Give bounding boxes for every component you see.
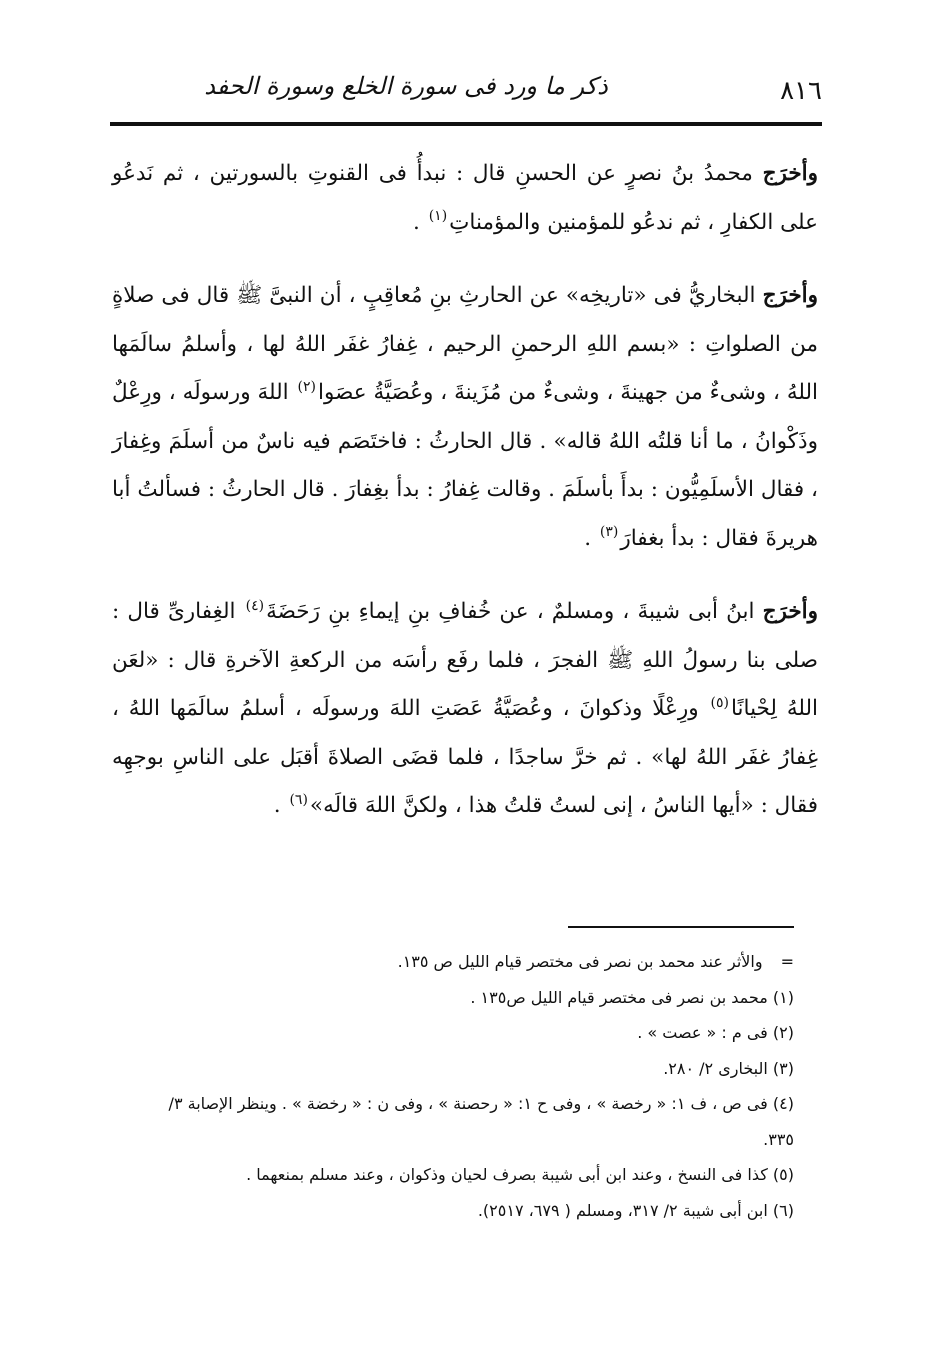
paragraph-text: الغِفارىِّ قال : صلى بنا رسولُ اللهِ ﷺ الفجرَ ، فلما رفَع رأسَه من الركعةِ الآخرةِ قال : «لعَن اللهُ لِحْيانًا [112, 599, 818, 721]
paragraph-text: ورِعْلًا وذكوانَ ، وعُصَيَّةُ عَصَتِ اللهَ ورسولَه ، أسلمُ سالَمَها اللهُ ، غِفارُ غفَر اللهُ لها» . ثم خرَّ ساجدًا ، فلما قضَى الصلاةَ أقبَل على الناسِ بوجهِه فقال : «أيها الناسُ ، إنى لستُ قلتُ هذا ، ولكنَّ اللهَ قالَه» [112, 696, 818, 818]
paragraph-lead: وأخرَج [762, 283, 818, 308]
footnote-rule [568, 926, 794, 928]
running-head: ذكر ما ورد فى سورة الخلع وسورة الحفد [204, 72, 608, 100]
footnote-2: (٢) فى م : « عصت » . [637, 1023, 794, 1042]
paragraph-lead: وأخرَج [762, 599, 819, 624]
continuation-mark: = [780, 952, 794, 971]
footnote-ref: (٣) [599, 524, 619, 541]
header-rule [110, 122, 822, 126]
main-text [112, 150, 818, 856]
paragraph-text: ابنُ أبى شيبةَ ، ومسلمٌ ، عن خُفافِ بنِ إيماءِ بنِ رَحَضَةَ [266, 599, 763, 624]
paragraph-text: البخاريُّ فى «تاريخِه» عن الحارثِ بنِ مُعاقِبٍ ، أن النبىَّ ﷺ قال فى صلاةٍ من الصلواتِ : «بسم اللهِ الرحمنِ الرحيم ، غِفارُ غفَر اللهُ لها ، وأسلمُ سالَمَها اللهُ ، وشىءٌ من جهينةَ ، وشىءٌ من مُزَينةَ ، وعُصَيَّةُ عصَوا [112, 283, 818, 405]
footnote-6: (٦) ابن أبى شيبة ٢/ ٣١٧، ومسلم ( ٦٧٩، ٢٥١٧). [477, 1200, 794, 1220]
footnote-ref: (٥) [710, 694, 729, 711]
paragraph-text: . [584, 525, 598, 551]
paragraph-2 [112, 272, 818, 563]
footnote-4-continued: ٣٣٥. [763, 1129, 794, 1149]
footnote-5: (٥) كذا فى النسخ ، وعند ابن أبى شيبة بصرف لحيان وذكوان ، وعند مسلم بمنعهما . [246, 1165, 794, 1184]
footnote-3: (٣) البخارى ٢/ ٢٨٠. [663, 1058, 794, 1078]
page-number: ٨١٦ [780, 76, 822, 106]
paragraph-text: . [273, 793, 288, 818]
footnote-ref: (٢) [297, 378, 317, 395]
footnote-ref: (٤) [245, 597, 265, 614]
paragraph-text: محمدُ بنُ نصرٍ عن الحسنِ قال : نبدأُ فى القنوتِ بالسورتين ، ثم نَدعُو على الكفارِ ، ثم ندعُو للمؤمنين والمؤمناتِ [112, 161, 818, 235]
paragraph-text: اللهَ ورسولَه ، ورِعْلٌ وذَكْوانُ ، ما أنا قلتُه اللهُ قاله» . قال الحارثُ : فاختَصَم فيه ناسٌ من أسلَمَ وغِفارَ ، فقال الأسلَمِيُّون : بدأَ بأسلَمَ . وقالت غِفارُ : بدأ بغِفارَ . قال الحارثُ : فسألتُ أبا هريرةَ فقال : بدأ بغفارَ [112, 380, 818, 551]
paragraph-3 [112, 588, 818, 831]
footnote-4: (٤) فى ص ، ف ١: « رخصة » ، وفى ح ١: « رحصنة » ، وفى ن : « رخضة » . وينظر الإصابة ٣/ [168, 1094, 794, 1113]
footnote-continued [112, 944, 794, 980]
footnote-ref: (١) [428, 208, 448, 225]
footnote-ref: (٦) [289, 791, 308, 808]
paragraph-text: . [413, 209, 427, 235]
paragraph-1 [112, 150, 818, 247]
footnote-1: (١) محمد بن نصر فى مختصر قيام الليل ص١٣٥ . [470, 987, 794, 1007]
footnote-text: والأثر عند محمد بن نصر فى مختصر قيام الليل ص ١٣٥. [397, 952, 763, 971]
paragraph-lead: وأخرَج [762, 161, 818, 186]
page-header [110, 72, 822, 112]
footnotes [112, 944, 794, 1228]
